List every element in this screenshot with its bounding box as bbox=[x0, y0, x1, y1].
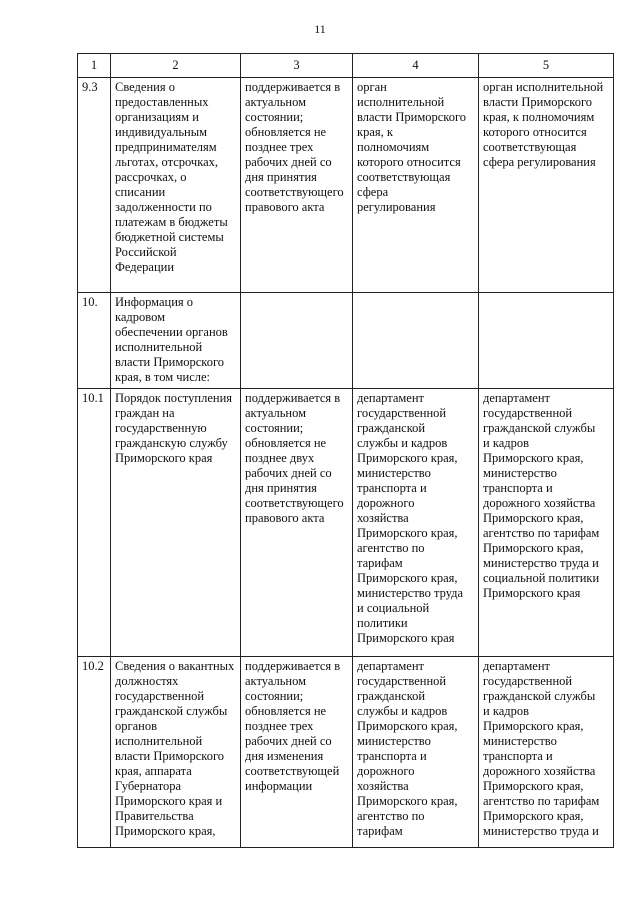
column-header-2: 2 bbox=[111, 54, 241, 78]
update-frequency: поддерживается в актуальном состоянии; обновляется не позднее двух рабочих дней со дня принятия соответствующего правового акта bbox=[241, 389, 353, 657]
responsible-body: департамент государственной гражданской службы и кадров Приморского края, министерство транспорта и дорожного хозяйства Приморского края, агентство по тарифам Приморского края, министерство труда и социальной политики Приморского края bbox=[353, 389, 479, 657]
table-row bbox=[78, 78, 614, 293]
table-row bbox=[78, 293, 614, 389]
page-number: 11 bbox=[314, 22, 326, 36]
publishing-body: департамент государственной гражданской службы и кадров Приморского края, министерство транспорта и дорожного хозяйства Приморского края, агентство по тарифам Приморского края, министерство труда и социальной политики Приморского края bbox=[479, 389, 614, 657]
info-description: Порядок поступления граждан на государственную гражданскую службу Приморского края bbox=[111, 389, 241, 657]
publishing-body: департамент государственной гражданской службы и кадров Приморского края, министерство транспорта и дорожного хозяйства Приморского края, агентство по тарифам Приморского края, министерство труда и bbox=[479, 657, 614, 848]
row-number: 10. bbox=[78, 293, 111, 389]
row-number: 10.2 bbox=[78, 657, 111, 848]
column-header-3: 3 bbox=[241, 54, 353, 78]
row-number: 9.3 bbox=[78, 78, 111, 293]
publishing-body bbox=[479, 293, 614, 389]
column-header-4: 4 bbox=[353, 54, 479, 78]
update-frequency: поддерживается в актуальном состоянии; обновляется не позднее трех рабочих дней со дня изменения соответствующей информации bbox=[241, 657, 353, 848]
publishing-body: орган исполнительной власти Приморского края, к полномочиям которого относится соответствующая сфера регулирования bbox=[479, 78, 614, 293]
info-description: Информация о кадровом обеспечении органов исполнительной власти Приморского края, в том числе: bbox=[111, 293, 241, 389]
document-table bbox=[77, 53, 614, 848]
update-frequency: поддерживается в актуальном состоянии; обновляется не позднее трех рабочих дней со дня принятия соответствующего правового акта bbox=[241, 78, 353, 293]
column-header-5: 5 bbox=[479, 54, 614, 78]
table-row bbox=[78, 389, 614, 657]
responsible-body: орган исполнительной власти Приморского края, к полномочиям которого относится соответствующая сфера регулирования bbox=[353, 78, 479, 293]
table-row bbox=[78, 657, 614, 848]
row-number: 10.1 bbox=[78, 389, 111, 657]
update-frequency bbox=[241, 293, 353, 389]
table-header-row bbox=[78, 54, 614, 78]
column-header-1: 1 bbox=[78, 54, 111, 78]
info-description: Сведения о вакантных должностях государственной гражданской службы органов исполнительной власти Приморского края, аппарата Губернатора Приморского края и Правительства Приморского края, bbox=[111, 657, 241, 848]
responsible-body bbox=[353, 293, 479, 389]
responsible-body: департамент государственной гражданской службы и кадров Приморского края, министерство транспорта и дорожного хозяйства Приморского края, агентство по тарифам bbox=[353, 657, 479, 848]
info-description: Сведения о предоставленных организациям и индивидуальным предпринимателям льготах, отсрочках, рассрочках, о списании задолженности по платежам в бюджеты бюджетной системы Российской Федерации bbox=[111, 78, 241, 293]
